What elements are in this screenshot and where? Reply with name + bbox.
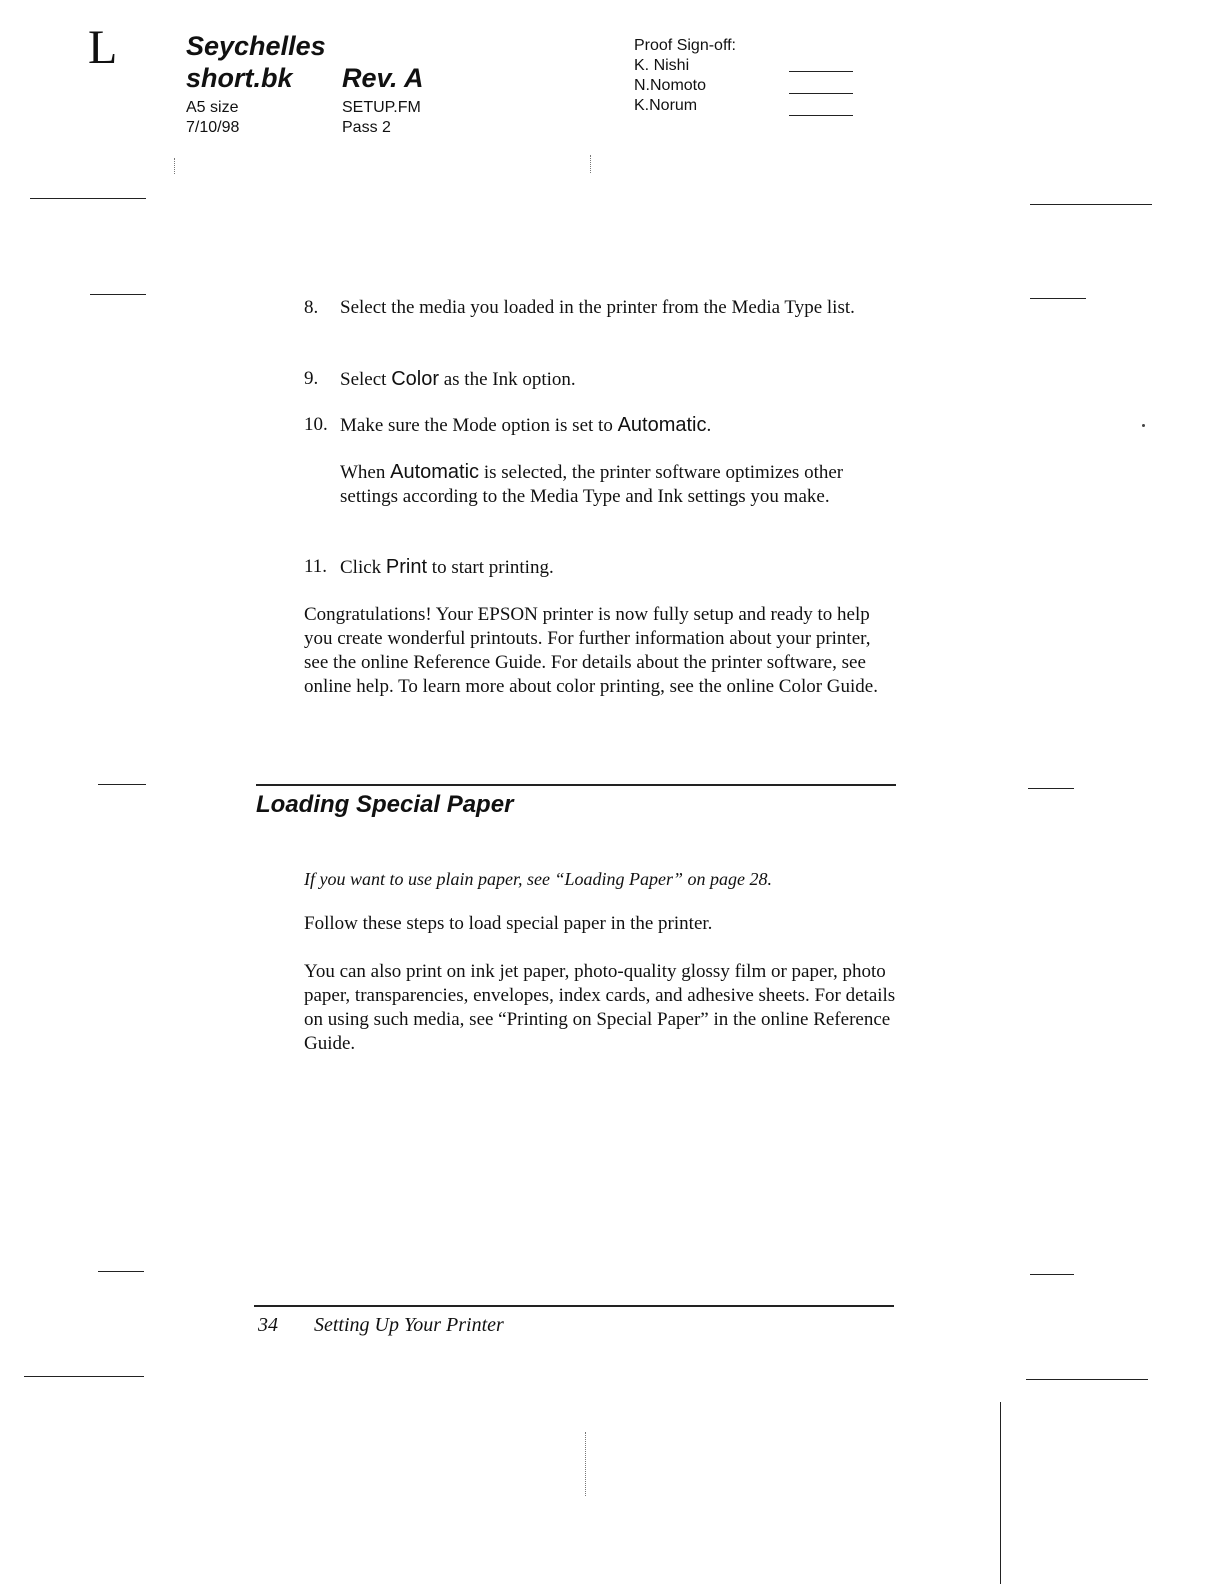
ui-term-color: Color — [391, 368, 439, 390]
date: 7/10/98 — [186, 119, 240, 136]
step-11 — [304, 555, 892, 580]
step-number: 8. — [304, 297, 319, 318]
crop-mark — [98, 1271, 144, 1272]
crop-mark — [1030, 204, 1152, 205]
ui-term-automatic: Automatic — [617, 414, 707, 436]
step-10-note: When Automatic is selected, the printer software optimizes other settings according to the Media Type and Ink settings you make. — [340, 461, 844, 507]
crop-mark — [90, 294, 146, 295]
crop-mark — [590, 155, 591, 173]
crop-mark — [1030, 298, 1086, 299]
pass: Pass 2 — [342, 119, 391, 136]
step-text: Select the media you loaded in the printer from the Media Type list. — [340, 297, 855, 318]
signoff-line — [789, 93, 853, 94]
book-file: short.bk — [186, 63, 293, 93]
section-note: If you want to use plain paper, see “Loading Paper” on page 28. — [304, 869, 772, 889]
crop-mark — [1030, 1274, 1074, 1275]
signoff-line — [789, 71, 853, 72]
page-number: 34 — [258, 1314, 278, 1336]
book-title: Seychelles — [186, 31, 326, 61]
crop-mark — [1028, 788, 1074, 789]
signoff-name: N.Nomoto — [634, 77, 707, 94]
step-text: Select Color as the Ink option. — [340, 368, 576, 390]
step-number: 9. — [304, 368, 319, 389]
step-8 — [304, 296, 892, 320]
crop-mark — [585, 1432, 586, 1496]
congrats-paragraph: Congratulations! Your EPSON printer is now fully setup and ready to help you create wonderful printouts. For further information about your printer, see the online Reference Guide. For details about the printer software, see online help. To learn more about color printing, see the online Color Guide. — [304, 604, 878, 697]
ui-term-automatic: Automatic — [390, 461, 480, 483]
step-10 — [304, 413, 892, 438]
stray-dot — [1142, 424, 1145, 427]
revision: Rev. A — [342, 63, 424, 93]
signoff-name: K. Nishi — [634, 57, 690, 74]
section-title: Loading Special Paper — [256, 791, 514, 818]
crop-mark — [1000, 1402, 1001, 1584]
footer-rule — [254, 1305, 894, 1307]
margin-letter: L — [88, 21, 118, 74]
ui-term-print: Print — [385, 556, 428, 578]
step-text: Make sure the Mode option is set to Automatic. — [340, 414, 712, 436]
step-9 — [304, 367, 892, 392]
signoff-line — [789, 115, 853, 116]
step-number: 10. — [304, 414, 328, 435]
crop-mark — [30, 198, 146, 199]
crop-mark — [1026, 1379, 1148, 1380]
step-number: 11. — [304, 556, 328, 577]
step-text: Click Print to start printing. — [340, 556, 554, 578]
section-rule — [256, 784, 896, 786]
crop-mark — [174, 158, 175, 174]
source-file: SETUP.FM — [342, 99, 421, 116]
section-paragraph: Follow these steps to load special paper in the printer. — [304, 913, 713, 934]
crop-mark — [24, 1376, 144, 1377]
page-size: A5 size — [186, 99, 239, 116]
proof-signoff-label: Proof Sign-off: — [634, 37, 736, 54]
section-paragraph: You can also print on ink jet paper, photo-quality glossy film or paper, photo paper, transparencies, envelopes, index cards, and adhesive sheets. For details on using such media, see “Printing on Special Paper” in the online Reference Guide. — [304, 961, 896, 1054]
crop-mark — [98, 784, 146, 785]
signoff-name: K.Norum — [634, 97, 698, 114]
chapter-title: Setting Up Your Printer — [314, 1314, 504, 1336]
